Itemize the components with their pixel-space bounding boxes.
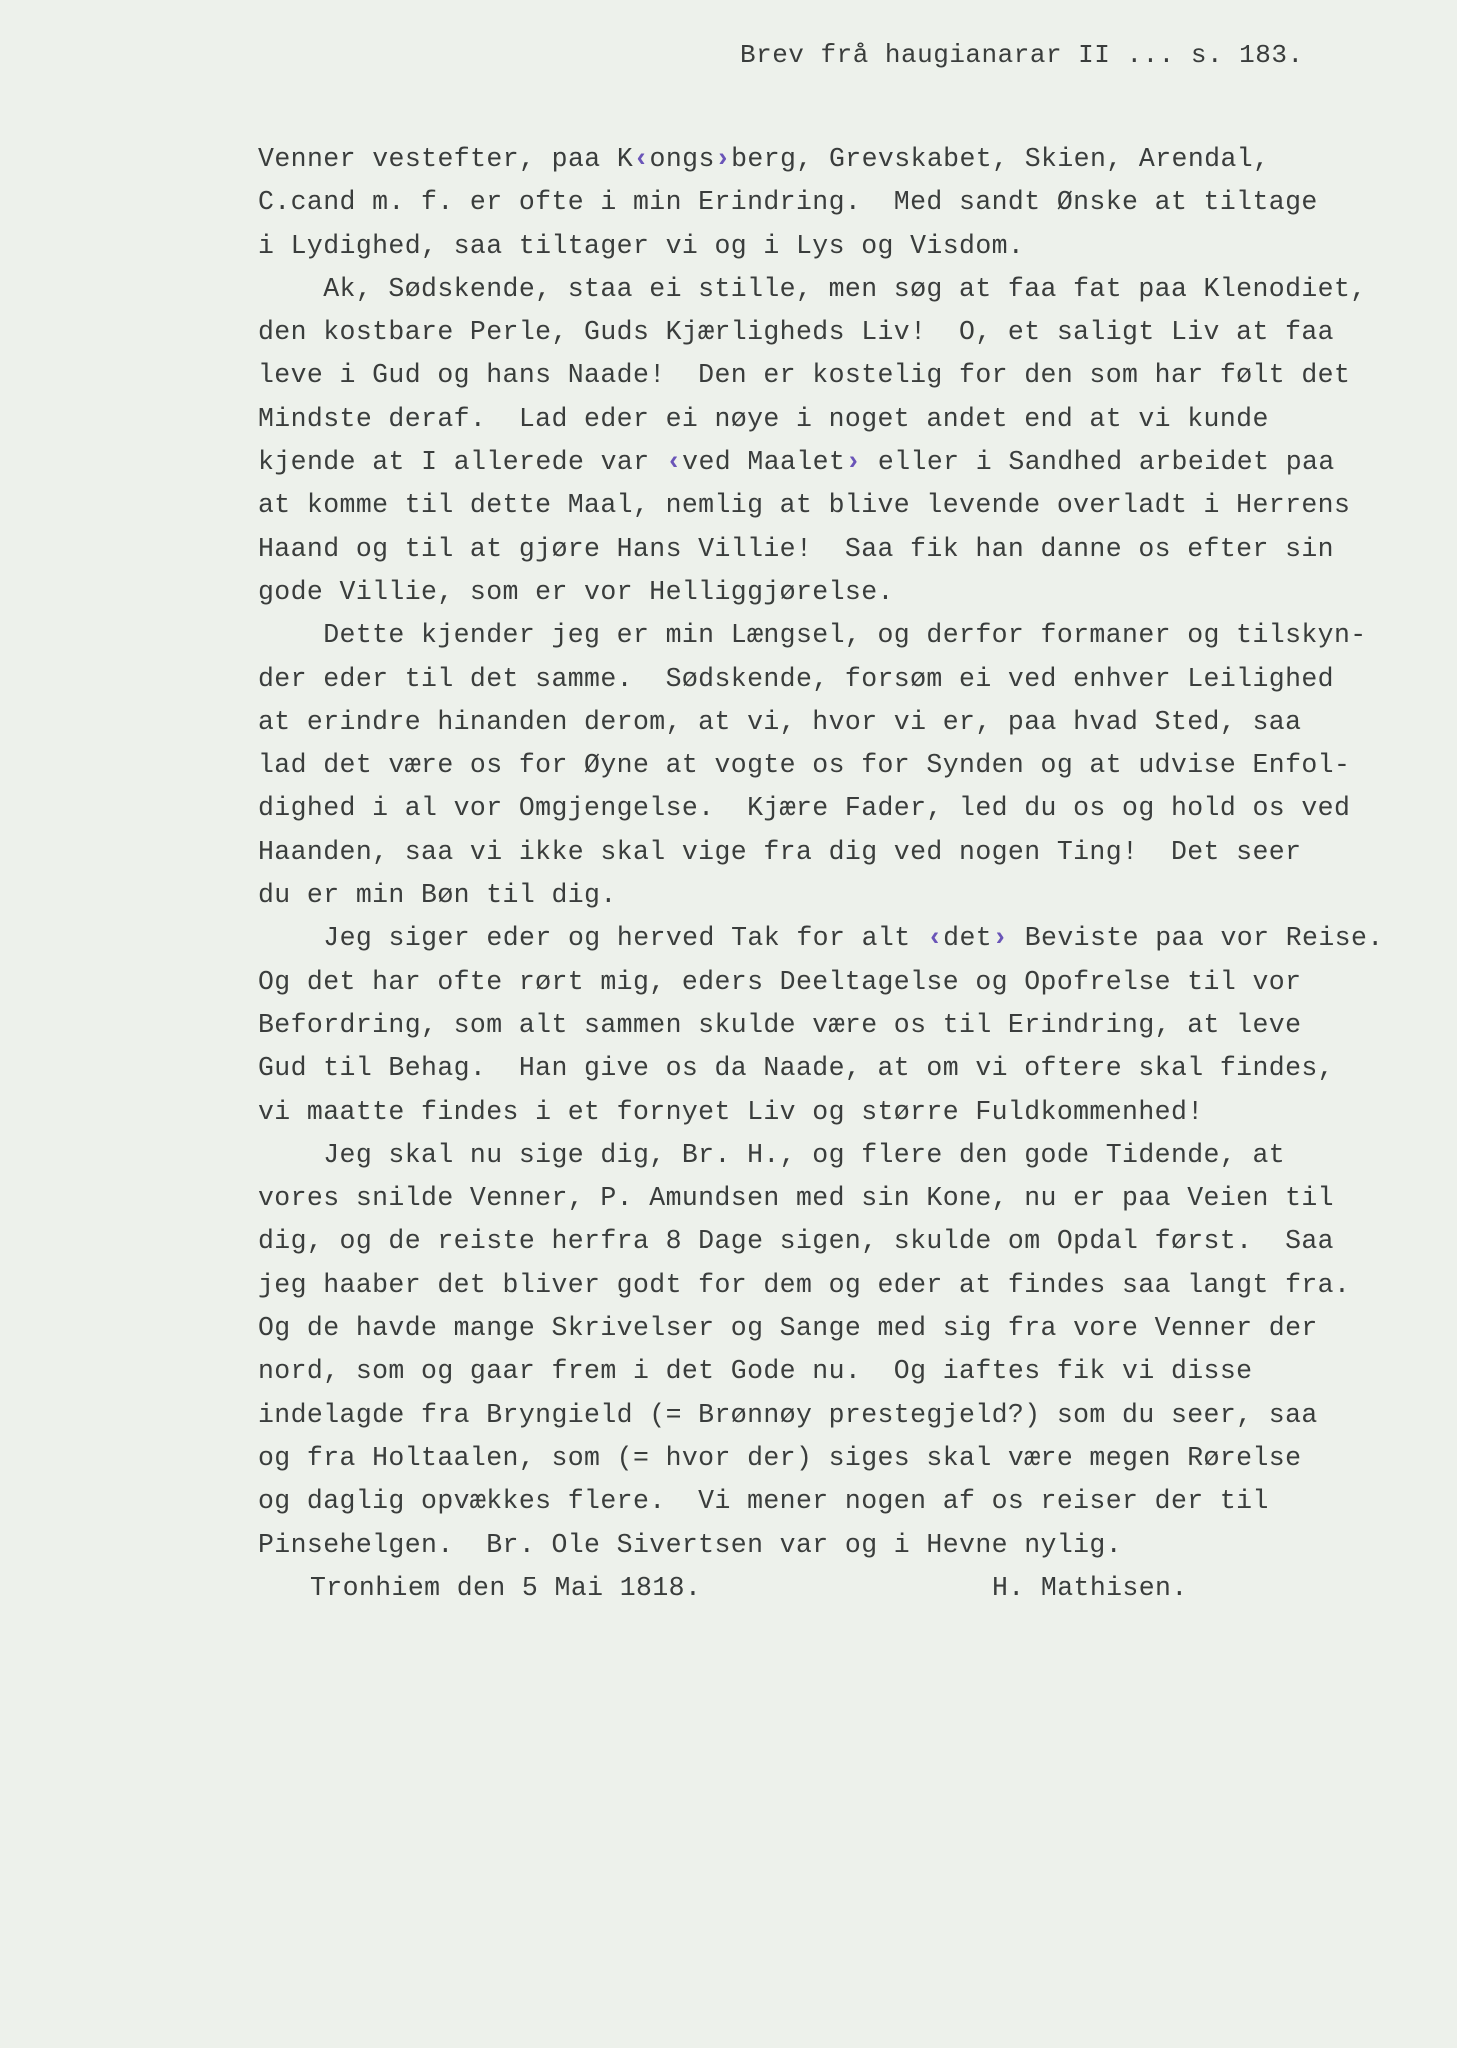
letter-line: Befordring, som alt sammen skulde være os til Erindring, at leve [258,1009,1302,1040]
letter-line: i Lydighed, saa tiltager vi og i Lys og Visdom. [258,230,1025,261]
letter-line: gode Villie, som er vor Helliggjørelse. [258,576,894,607]
letter-line: dighed i al vor Omgjengelse. Kjære Fader, led du os og hold os ved [258,793,1351,824]
signature: H. Mathisen. [992,1572,1188,1603]
letter-line: vi maatte findes i et fornyet Liv og større Fuldkommenhed! [258,1096,1204,1127]
letter-line: nord, som og gaar frem i det Gode nu. Og iaftes fik vi disse [258,1356,1253,1387]
letter-line: Og det har ofte rørt mig, eders Deeltagelse og Opofrelse til vor [258,966,1302,997]
letter-line: Og de havde mange Skrivelser og Sange med sig fra vore Venner der [258,1313,1318,1344]
letter-line: Gud til Behag. Han give os da Naade, at om vi oftere skal findes, [258,1053,1334,1084]
page-header: Brev frå haugianarar II ... s. 183. [740,40,1304,70]
place-date: Tronhiem den 5 Mai 1818. [310,1572,702,1603]
letter-line: kjende at I allerede var ‹ved Maalet› eller i Sandhed arbeidet paa [258,447,1335,478]
letter-line: dig, og de reiste herfra 8 Dage sigen, skulde om Opdal først. Saa [258,1226,1334,1257]
letter-line: Jeg skal nu sige dig, Br. H., og flere den gode Tidende, at [258,1139,1286,1170]
letter-line: at erindre hinanden derom, at vi, hvor vi er, paa hvad Sted, saa [258,706,1302,737]
letter-line: lad det være os for Øyne at vogte os for Synden og at udvise Enfol- [258,750,1351,781]
letter-line: jeg haaber det bliver godt for dem og eder at findes saa langt fra. [258,1269,1351,1300]
ink-bracket: › [992,923,1009,954]
letter-line: du er min Bøn til dig. [258,880,617,911]
letter-line: Ak, Sødskende, staa ei stille, men søg at faa fat paa Klenodiet, [258,273,1367,304]
letter-line: og daglig opvækkes flere. Vi mener nogen af os reiser der til [258,1486,1269,1517]
ink-bracket: ‹ [633,144,650,174]
letter-line: leve i Gud og hans Naade! Den er kostelig for den som har følt det [258,360,1351,391]
letter-line: at komme til dette Maal, nemlig at blive levende overladt i Herrens [258,490,1351,521]
letter-line: Venner vestefter, paa K‹ongs›berg, Grevskabet, Skien, Arendal, [258,144,1270,174]
letter-line: Haand og til at gjøre Hans Villie! Saa fik han danne os efter sin [258,533,1334,564]
letter-line: Pinsehelgen. Br. Ole Sivertsen var og i Hevne nylig. [258,1529,1123,1560]
letter-line: den kostbare Perle, Guds Kjærligheds Liv! O, et saligt Liv at faa [258,317,1334,348]
letter-line: Haanden, saa vi ikke skal vige fra dig ved nogen Ting! Det seer [258,836,1302,867]
letter-line: vores snilde Venner, P. Amundsen med sin Kone, nu er paa Veien til [258,1183,1334,1214]
ink-bracket: ‹ [926,923,944,954]
letter-line: Dette kjender jeg er min Længsel, og derfor formaner og tilskyn- [258,620,1367,651]
closing-row [258,1567,1408,1610]
letter-line: Mindste deraf. Lad eder ei nøye i noget andet end at vi kunde [258,403,1269,434]
letter-line: der eder til det samme. Sødskende, forsøm ei ved enhver Leilighed [258,663,1334,694]
letter-line: indelagde fra Bryngield (= Brønnøy prestegjeld?) som du seer, saa [258,1399,1318,1430]
ink-bracket: › [714,144,732,174]
ink-bracket: › [845,447,862,478]
letter-body [258,138,1408,1610]
ink-bracket: ‹ [665,447,683,478]
letter-line: og fra Holtaalen, som (= hvor der) siges skal være megen Rørelse [258,1442,1302,1473]
letter-line: C.cand m. f. er ofte i min Erindring. Med sandt Ønske at tiltage [258,187,1318,218]
letter-line: Jeg siger eder og herved Tak for alt ‹det› Beviste paa vor Reise. [323,923,1384,954]
